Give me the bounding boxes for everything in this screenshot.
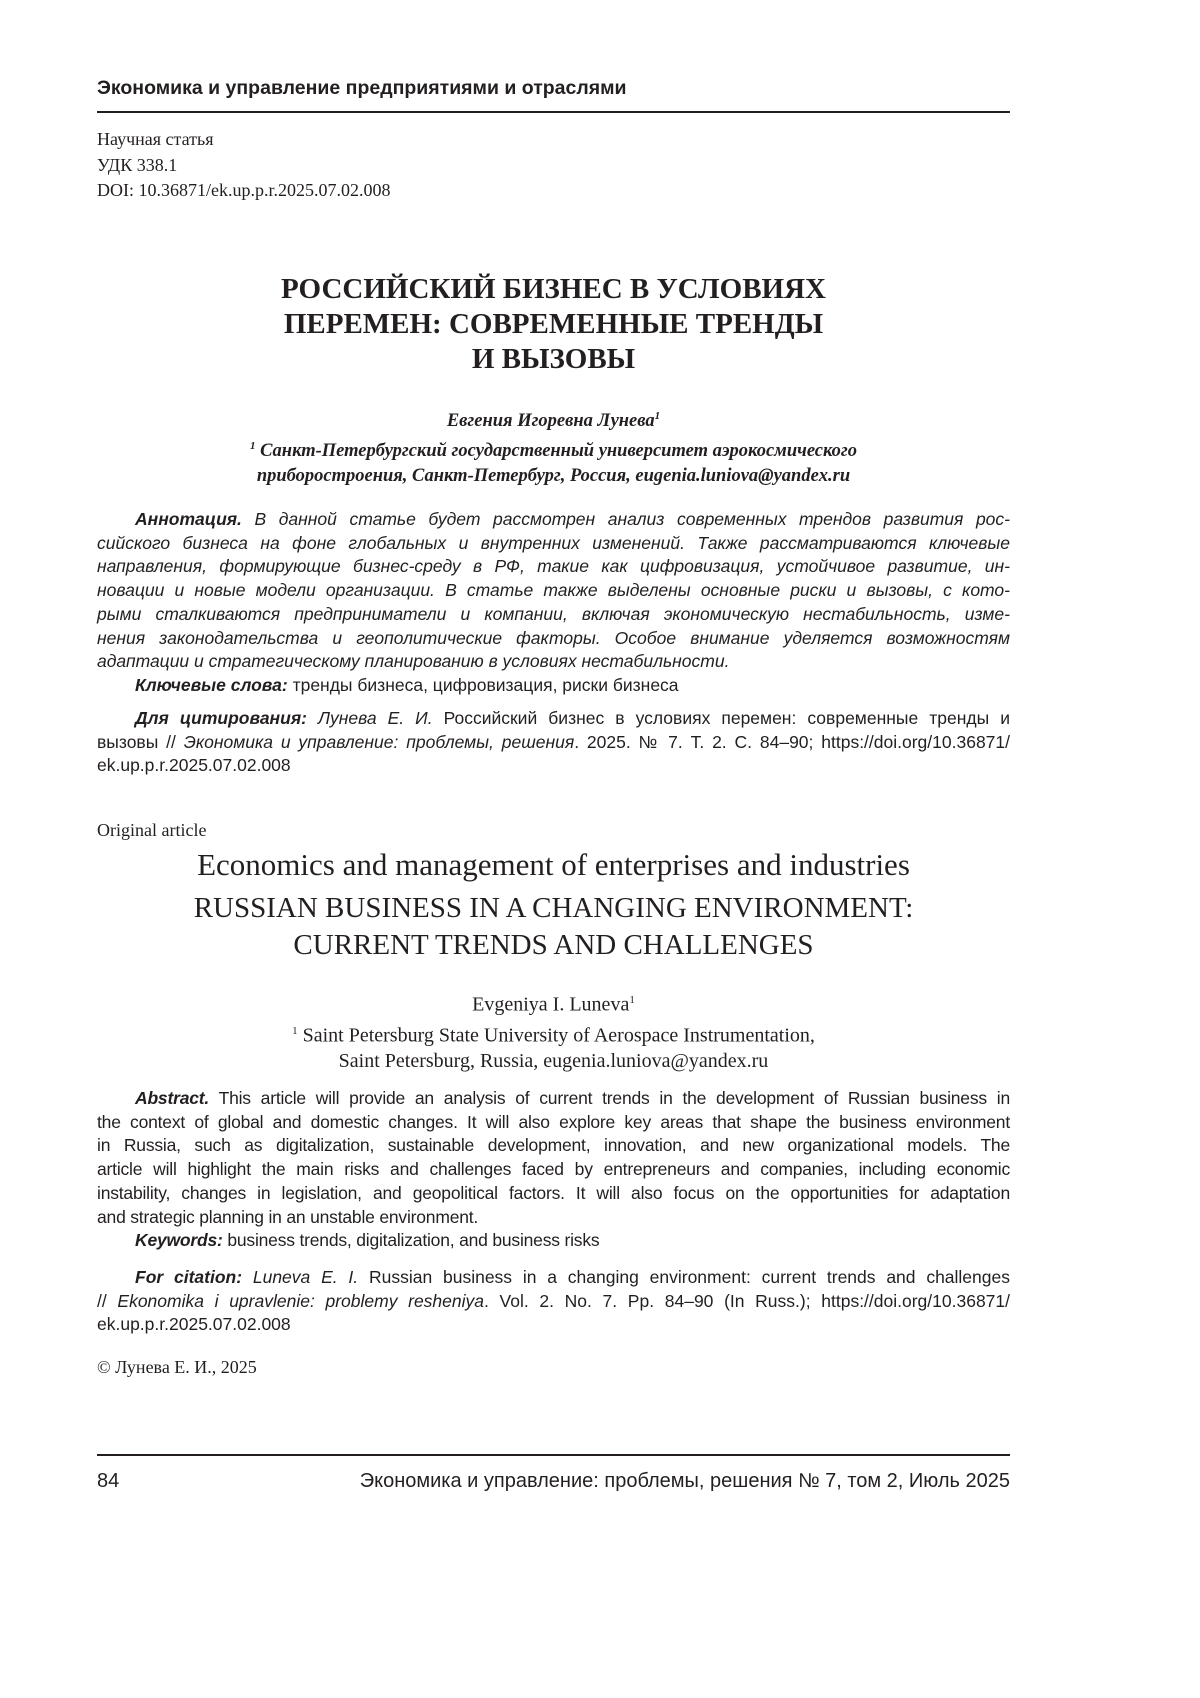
doi-link[interactable]: . Vol. 2. No. 7. Pp. 84–90 (In Russ.); https://doi.org/10.36871/ [484,1291,1010,1311]
title-line: РОССИЙСКИЙ БИЗНЕС В УСЛОВИЯХ [97,272,1010,307]
abstract-label: Аннотация. [135,509,242,529]
doi-link[interactable]: ek.up.p.r.2025.07.02.008 [97,754,1010,778]
journal-name: Ekonomika i upravlenie: problemy resheniya [117,1291,484,1311]
author-name: Evgeniya I. Luneva [472,994,629,1016]
article-meta [97,127,390,204]
affiliation: приборостроения, Санкт-Петербург, Россия, eugenia.luniova@yandex.ru [97,464,1010,489]
text-line: the context of global and domestic changes. It will also explore key areas that shape the business environment [97,1111,1010,1135]
citation-en [97,1266,1010,1337]
author-name: Евгения Игоревна Лунева [447,411,655,431]
text-line: В данной статье будет рассмотрен анализ современных трендов развития рос- [255,509,1010,529]
text-line: Российский бизнес в условиях перемен: современные тренды и [444,708,1010,728]
text-line: and strategic planning in an unstable environment. [97,1206,1010,1230]
article-type: Научная статья [97,127,390,153]
footer-journal: Экономика и управление: проблемы, решения № 7, том 2, Июль 2025 [360,1470,1010,1493]
superscript: 1 [629,994,635,1006]
superscript: 1 [292,1025,298,1037]
title-line: ПЕРЕМЕН: СОВРЕМЕННЫЕ ТРЕНДЫ [97,307,1010,342]
superscript: 1 [655,410,661,422]
text-line: вызовы // [97,732,184,752]
doi-link[interactable]: ek.up.p.r.2025.07.02.008 [97,1313,1010,1337]
title-line: RUSSIAN BUSINESS IN A CHANGING ENVIRONMENT: [97,890,1010,927]
citation-ru [97,707,1010,778]
abstract-en [97,1087,1010,1253]
keywords: business trends, digitalization, and business risks [227,1230,599,1250]
udc: УДК 338.1 [97,153,390,179]
author-block-en [97,987,1010,1074]
citation-label: Для цитирования: [135,708,307,728]
page-title [97,272,1010,377]
text-line: // [97,1291,117,1311]
text-line: нения законодательства и геополитические факторы. Особое внимание уделяется возможностям [97,627,1010,651]
section-title-en: Economics and management of enterprises and industries [97,846,1010,884]
title-line: И ВЫЗОВЫ [97,342,1010,377]
text-line: Russian business in a changing environment: current trends and challenges [369,1267,1010,1287]
text-line: in Russia, such as digitalization, sustainable development, innovation, and new organizational models. The [97,1134,1010,1158]
journal-name: Экономика и управление: проблемы, решения [184,732,574,752]
text-line: article will highlight the main risks and challenges faced by entrepreneurs and companies, including economic [97,1158,1010,1182]
affiliation: Saint Petersburg State University of Aerospace Instrumentation, [303,1024,815,1046]
header-divider [97,111,1010,113]
article-type-en: Original article [97,820,206,841]
copyright: © Лунева Е. И., 2025 [97,1357,257,1378]
affiliation: Санкт-Петербургский государственный университет аэрокосмического [260,441,857,461]
affiliation: Saint Petersburg, Russia, eugenia.luniova@yandex.ru [97,1048,1010,1074]
text-line: адаптации и стратегическому планированию в условиях нестабильности. [97,650,1010,674]
text-line: новации и новые модели организации. В статье также выделены основные риски и вызовы, с кото- [97,579,1010,603]
citation-author: Лунева Е. И. [318,708,433,728]
footer-divider [97,1454,1010,1456]
superscript: 1 [250,440,256,452]
text-line: instability, changes in legislation, and geopolitical factors. It will also focus on the opportunities for adaptation [97,1182,1010,1206]
keywords: тренды бизнеса, цифровизация, риски бизнеса [293,675,679,695]
abstract-label: Abstract. [135,1088,209,1108]
text-line: направления, формирующие бизнес-среду в РФ, такие как цифровизация, устойчивое развитие, ин- [97,555,1010,579]
title-line: CURRENT TRENDS AND CHALLENGES [97,927,1010,964]
page-number: 84 [97,1470,119,1493]
doi: DOI: 10.36871/ek.up.p.r.2025.07.02.008 [97,178,390,204]
text-line: рыми сталкиваются предприниматели и компании, включая экономическую нестабильность, изме- [97,603,1010,627]
text-line: This article will provide an analysis of current trends in the development of Russian business in [219,1088,1010,1108]
citation-author: Luneva E. I. [253,1267,358,1287]
text-line: сийского бизнеса на фоне глобальных и внутренних изменений. Также рассматриваются ключевые [97,532,1010,556]
keywords-label: Ключевые слова: [135,675,288,695]
running-header: Экономика и управление предприятиями и отраслями [97,77,627,100]
doi-link[interactable]: . 2025. № 7. Т. 2. С. 84–90; https://doi.org/10.36871/ [574,732,1010,752]
abstract-ru [97,508,1010,698]
keywords-label: Keywords: [135,1230,223,1250]
author-block [97,404,1010,489]
title-en [97,890,1010,964]
citation-label: For citation: [135,1267,242,1287]
